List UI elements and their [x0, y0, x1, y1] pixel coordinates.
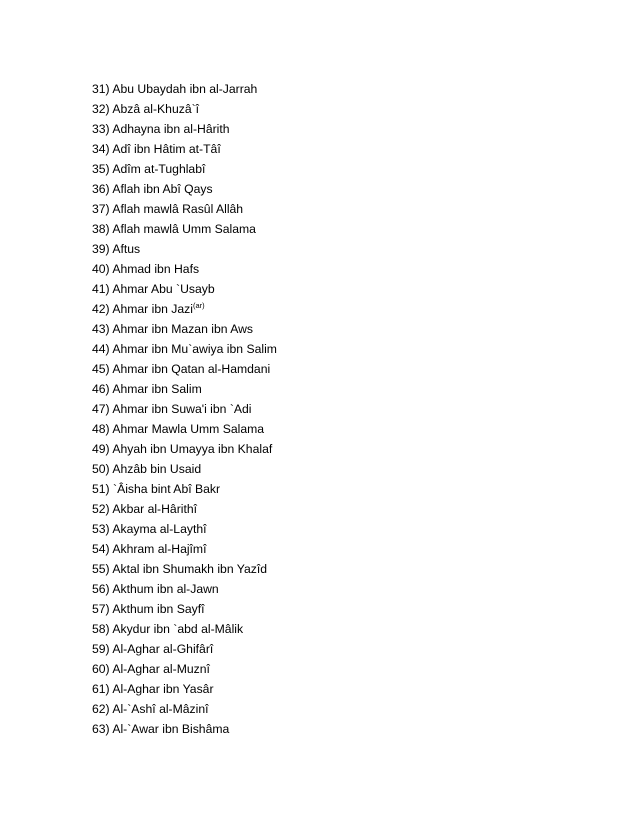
list-item	[92, 419, 277, 439]
entry-name: Adhayna ibn al-Hârith	[112, 122, 230, 136]
entry-number: 36)	[92, 182, 110, 196]
list-item	[92, 579, 277, 599]
list-item	[92, 479, 277, 499]
entry-number: 51)	[92, 482, 110, 496]
entry-number: 57)	[92, 602, 110, 616]
list-item	[92, 119, 277, 139]
entry-name: Al-Aghar al-Ghifârî	[112, 642, 214, 656]
entry-name: Adîm at-Tughlabî	[112, 162, 206, 176]
entry-name: Abzâ al-Khuzâ`î	[112, 102, 200, 116]
entry-name: Ahmar Abu `Usayb	[112, 282, 215, 296]
entry-number: 44)	[92, 342, 110, 356]
list-item	[92, 239, 277, 259]
entry-number: 39)	[92, 242, 110, 256]
entry-superscript-note: (ar)	[192, 301, 205, 310]
entry-name: Ahyah ibn Umayya ibn Khalaf	[112, 442, 273, 456]
entry-number: 63)	[92, 722, 110, 736]
entry-name: Ahmar ibn Salim	[112, 382, 202, 396]
entry-name: Ahmar ibn Suwa'i ibn `Adi	[112, 402, 252, 416]
list-item	[92, 219, 277, 239]
list-item	[92, 359, 277, 379]
list-item	[92, 139, 277, 159]
list-item	[92, 399, 277, 419]
entry-name: Ahmar ibn Mu`awiya ibn Salim	[112, 342, 277, 356]
entry-number: 58)	[92, 622, 110, 636]
entry-name: Akhram al-Hajîmî	[112, 542, 207, 556]
entry-number: 42)	[92, 302, 110, 316]
entry-number: 54)	[92, 542, 110, 556]
list-item	[92, 159, 277, 179]
entry-name: Aflah mawlâ Rasûl Allâh	[112, 202, 244, 216]
entry-number: 59)	[92, 642, 110, 656]
entry-name: Al-Aghar al-Muznî	[112, 662, 210, 676]
entry-name: Ahmar ibn Qatan al-Hamdani	[112, 362, 271, 376]
entry-name: Abu Ubaydah ibn al-Jarrah	[112, 82, 258, 96]
entry-name: Akthum ibn Sayfî	[112, 602, 205, 616]
entry-number: 53)	[92, 522, 110, 536]
list-item	[92, 639, 277, 659]
list-item	[92, 199, 277, 219]
entry-name: `Âisha bint Abî Bakr	[113, 482, 221, 496]
list-item	[92, 279, 277, 299]
entry-number: 31)	[92, 82, 110, 96]
entry-number: 33)	[92, 122, 110, 136]
list-item	[92, 459, 277, 479]
entry-name: Akydur ibn `abd al-Mâlik	[112, 622, 244, 636]
entry-number: 50)	[92, 462, 110, 476]
entry-number: 47)	[92, 402, 110, 416]
entry-number: 55)	[92, 562, 110, 576]
entry-number: 46)	[92, 382, 110, 396]
entry-number: 45)	[92, 362, 110, 376]
entry-number: 60)	[92, 662, 110, 676]
entry-name: Adî ibn Hâtim at-Tâî	[112, 142, 221, 156]
entry-number: 52)	[92, 502, 110, 516]
entry-name: Al-`Awar ibn Bishâma	[112, 722, 230, 736]
list-item	[92, 679, 277, 699]
list-item	[92, 539, 277, 559]
list-item	[92, 339, 277, 359]
list-item	[92, 179, 277, 199]
list-item	[92, 519, 277, 539]
list-item	[92, 659, 277, 679]
list-item	[92, 559, 277, 579]
entry-number: 49)	[92, 442, 110, 456]
entry-name: Ahmar ibn Jazi	[112, 302, 193, 316]
entry-number: 37)	[92, 202, 110, 216]
entry-name: Ahmar Mawla Umm Salama	[112, 422, 265, 436]
entry-number: 48)	[92, 422, 110, 436]
list-item	[92, 439, 277, 459]
entry-name: Ahzâb bin Usaid	[112, 462, 202, 476]
list-item	[92, 499, 277, 519]
list-item	[92, 79, 277, 99]
entry-name: Al-`Ashî al-Mâzinî	[112, 702, 209, 716]
entry-number: 38)	[92, 222, 110, 236]
entry-number: 61)	[92, 682, 110, 696]
list-item	[92, 299, 277, 319]
entry-name: Akbar al-Hârithî	[112, 502, 198, 516]
entry-name: Aflah mawlâ Umm Salama	[112, 222, 256, 236]
list-item	[92, 259, 277, 279]
entry-number: 34)	[92, 142, 110, 156]
list-item	[92, 319, 277, 339]
list-item	[92, 379, 277, 399]
entry-number: 43)	[92, 322, 110, 336]
entry-name: Akayma al-Laythî	[112, 522, 207, 536]
entry-name: Aktal ibn Shumakh ibn Yazîd	[112, 562, 268, 576]
entry-number: 32)	[92, 102, 110, 116]
list-item	[92, 599, 277, 619]
entry-name: Ahmad ibn Hafs	[112, 262, 200, 276]
companion-list	[92, 79, 277, 739]
entry-number: 40)	[92, 262, 110, 276]
entry-number: 56)	[92, 582, 110, 596]
entry-number: 35)	[92, 162, 110, 176]
entry-name: Aftus	[112, 242, 141, 256]
entry-name: Akthum ibn al-Jawn	[112, 582, 219, 596]
list-item	[92, 619, 277, 639]
list-item	[92, 719, 277, 739]
entry-name: Al-Aghar ibn Yasâr	[112, 682, 214, 696]
entry-number: 41)	[92, 282, 110, 296]
list-item	[92, 99, 277, 119]
entry-name: Aflah ibn Abî Qays	[112, 182, 213, 196]
list-item	[92, 699, 277, 719]
entry-number: 62)	[92, 702, 110, 716]
entry-name: Ahmar ibn Mazan ibn Aws	[112, 322, 254, 336]
